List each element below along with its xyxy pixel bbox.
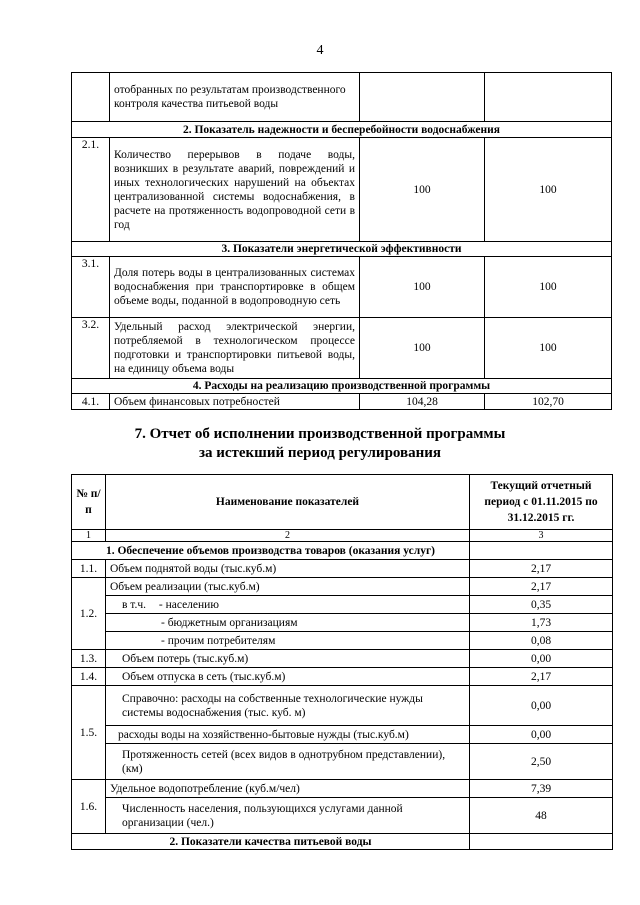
indicator-name: Доля потерь воды в централизованных системах водоснабжения при транспортировке в общем объеме воды, поданной в водопроводную сеть [110,257,360,318]
indicator-name: Объем потерь (тыс.куб.м) [106,650,470,668]
indicator-name: Численность населения, пользующихся услугами данной организации (чел.) [106,798,470,834]
table-row [72,686,613,726]
table-row [72,650,613,668]
value: 7,39 [470,780,613,798]
table-row [72,138,612,242]
row-number: 3.1. [72,257,110,318]
indicator-name: расходы воды на хозяйственно-бытовые нужды (тыс.куб.м) [106,726,470,744]
row-number: 1.1. [72,560,106,578]
page-number: 4 [316,43,324,58]
indicator-name: Удельный расход электрической энергии, потребляемой в технологическом процессе подготовки и транспортировки питьевой воды, на единицу объема воды [110,318,360,379]
indicator-name: - прочим потребителям [106,632,470,650]
value: 100 [360,138,485,242]
row-number: 1.5. [72,686,106,780]
table-row [72,318,612,379]
section-header: 4. Расходы на реализацию производственной программы [72,379,612,394]
value: 1,73 [470,614,613,632]
value: 2,17 [470,578,613,596]
section-header: 1. Обеспечение объемов производства товаров (оказания услуг) [72,542,613,560]
row-number: 4.1. [72,394,110,410]
value: 100 [485,138,612,242]
table-row [72,632,613,650]
indicator-name: Протяженность сетей (всех видов в однотрубном представлении), (км) [106,744,470,780]
indicator-name: - бюджетным организациям [106,614,470,632]
indicator-name: в т.ч. - населению [106,596,470,614]
indicators-table [71,72,612,410]
row-number: 3.2. [72,318,110,379]
value: 0,00 [470,726,613,744]
value: 2,17 [470,668,613,686]
section-header: 2. Показатели качества питьевой воды [72,834,613,850]
table-row [72,560,613,578]
table-row [72,798,613,834]
table-row [72,744,613,780]
indicator-name: Справочно: расходы на собственные технологические нужды системы водоснабжения (тыс. куб. м) [106,686,470,726]
row-number: 2.1. [72,138,110,242]
row-number: 1.3. [72,650,106,668]
value: 0,00 [470,650,613,668]
table-row [72,726,613,744]
row-number: 1.4. [72,668,106,686]
row-number: 1.2. [72,578,106,650]
value: 0,08 [470,632,613,650]
table-row [72,73,612,122]
table-row [72,780,613,798]
indicator-name: Объем отпуска в сеть (тыс.куб.м) [106,668,470,686]
header-period: Текущий отчетный период с 01.11.2015 по 31.12.2015 гг. [470,475,613,530]
indicator-name: Удельное водопотребление (куб.м/чел) [106,780,470,798]
value: 100 [485,318,612,379]
table-row [72,257,612,318]
indicator-name: Объем поднятой воды (тыс.куб.м) [106,560,470,578]
indicator-name: Количество перерывов в подаче воды, возникших в результате аварий, повреждений и иных технологических нарушений на объектах централизованной системы водоснабжения, в расчете на протяженность водопроводной сети в год [110,138,360,242]
value: 0,35 [470,596,613,614]
row-number: 1.6. [72,780,106,834]
indicator-name: отобранных по результатам производственного контроля качества питьевой воды [110,73,360,122]
indicator-name: Объем реализации (тыс.куб.м) [106,578,470,596]
value: 100 [485,257,612,318]
indicator-name: Объем финансовых потребностей [110,394,360,410]
section-header: 2. Показатель надежности и бесперебойности водоснабжения [72,122,612,138]
header-number: № п/п [72,475,106,530]
value: 102,70 [485,394,612,410]
section-7-title: 7. Отчет об исполнении производственной программы за истекший период регулирования [134,426,506,461]
section-header: 3. Показатели энергетической эффективности [72,242,612,257]
table-row [72,668,613,686]
column-numbers: 1 2 3 [72,530,613,542]
table-row [72,578,613,596]
value: 48 [470,798,613,834]
table-row [72,394,612,410]
value: 104,28 [360,394,485,410]
value: 0,00 [470,686,613,726]
value: 100 [360,257,485,318]
table-header [72,475,613,530]
table-row [72,596,613,614]
header-name: Наименование показателей [106,475,470,530]
value: 100 [360,318,485,379]
value: 2,17 [470,560,613,578]
value: 2,50 [470,744,613,780]
table-row [72,614,613,632]
report-table [71,474,613,850]
